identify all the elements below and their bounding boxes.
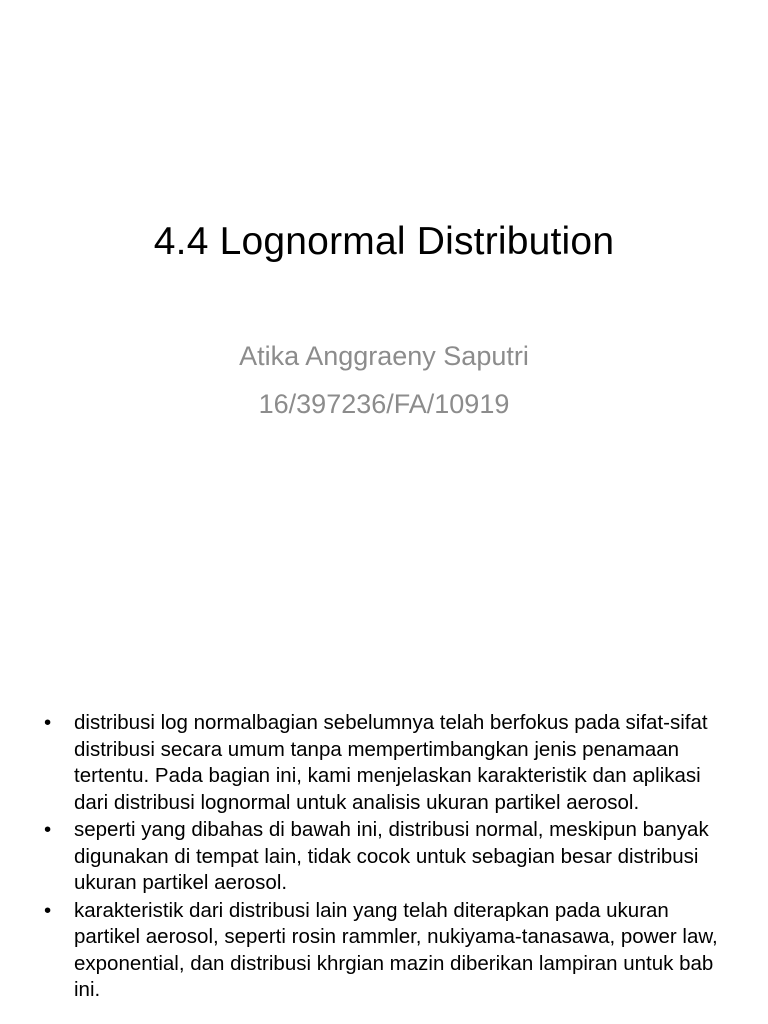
bullet-item bbox=[44, 710, 734, 816]
bullet-icon: • bbox=[44, 898, 52, 922]
bullet-item bbox=[44, 817, 734, 897]
bullet-text: seperti yang dibahas di bawah ini, distribusi normal, meskipun banyak digunakan di tempat lain, tidak cocok untuk sebagian besar distribusi ukuran partikel aerosol. bbox=[74, 818, 709, 894]
bullet-icon: • bbox=[44, 818, 52, 841]
author-name: Atika Anggraeny Saputri bbox=[239, 341, 529, 371]
slide-subtitle bbox=[0, 332, 768, 428]
bullet-item bbox=[44, 898, 734, 1004]
bullet-text: karakteristik dari distribusi lain yang telah diterapkan pada ukuran partikel aerosol, seperti rosin rammler, nukiyama-tanasawa, power law, exponential, dan distribusi khrgian mazin diberikan lampiran untuk bab ini. bbox=[74, 898, 718, 1001]
bullet-list bbox=[44, 710, 734, 1005]
slide-title: 4.4 Lognormal Distribution bbox=[153, 220, 615, 263]
student-id: 16/397236/FA/10919 bbox=[258, 389, 510, 419]
bullet-text: distribusi log normalbagian sebelumnya telah berfokus pada sifat-sifat distribusi secara umum tanpa mempertimbangkan jenis penamaan tertentu. Pada bagian ini, kami menjelaskan karakteristik dan aplikasi dari distribusi lognormal untuk analisis ukuran partikel aerosol. bbox=[74, 711, 708, 814]
bullet-icon: • bbox=[44, 711, 52, 734]
